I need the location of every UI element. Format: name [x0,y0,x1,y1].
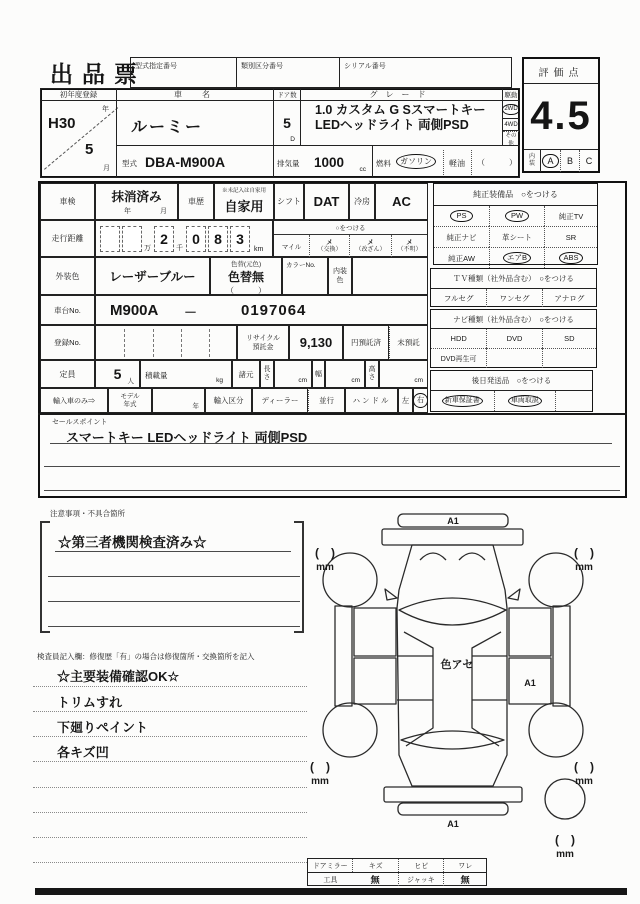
recycle-unpaid-label: 未預託 [389,325,428,360]
side-damage-code: A1 [524,678,536,688]
history-label: 車歴 [178,183,214,220]
rear-left-wheel [323,703,377,757]
car-damage-diagram [300,500,640,860]
field-serial-no [339,57,512,88]
inspector-label: 検査員記入欄：修復歴「有」の場合は修復箇所・交換箇所を記入 [37,652,255,661]
color-change-cell [210,257,282,295]
rear-bumper [398,803,508,815]
break-header: ワレ [443,859,486,872]
left-mirror [385,589,397,600]
car-name: ルーミー [131,119,204,136]
color-change-paren: （ ） [226,286,266,295]
equip-airbag: エアB [489,247,544,268]
sheet-title: 出品票 [50,61,146,87]
crack-header: ヒビ [398,859,443,872]
divider [209,329,210,357]
digit-box-empty [100,226,120,252]
writing-line [44,490,620,491]
first-reg-cell [40,100,117,178]
digit-box: 3 [230,226,250,252]
navi-type-header: ナビ種類（社外品含む） ○をつける [431,310,596,329]
import-only-label: 輸入車のみ⇒ [40,388,108,413]
tools-label: 工具 [323,876,338,884]
tread-unit: mm [311,776,329,787]
bottom-rule [35,888,627,895]
chassis-no-cell [95,295,428,325]
sales-point-label: セールスポイント [52,419,108,426]
writing-line [44,466,620,467]
drive-2wd: 2WD [502,100,520,119]
model-code-label: 型式 [122,159,137,168]
dotted-line [33,686,307,687]
first-reg-year: H30 [48,115,76,132]
cm-unit: cm [298,377,307,384]
fuel-cell [372,145,520,178]
right-sill-panel [553,606,570,706]
year-unit: 年 [192,403,199,410]
option-meter-exchanged: メ （交換） [309,235,349,257]
tread-unit: mm [575,562,593,573]
tread-unit: mm [575,776,593,787]
inspector-entry: 下廻りペイント [57,720,149,735]
warranty-book-circled: 新車保証書 [431,391,494,411]
width-value-cell [325,360,365,388]
equip-aw: 純正AW [434,247,489,268]
field-label: 型式指定番号 [135,63,177,70]
history-cell [214,183,274,220]
model-year-value-cell [152,388,205,413]
divider [471,150,472,175]
import-parallel: 並行 [308,388,345,413]
sen-unit: 千 [176,245,183,252]
km-unit: km [254,246,264,253]
dotted-line [33,711,307,712]
writing-line [48,576,300,577]
history-value: 自家用 [224,199,264,214]
right-mirror [508,589,520,600]
fuel-label: 燃料 [376,159,391,168]
evaluation-box [522,57,600,173]
shift-label: シフト [274,183,304,220]
navi-type-box [430,309,597,368]
field-label: 類別区分番号 [241,63,283,70]
equip-ps: PS [434,206,489,226]
equip-tv: 純正TV [544,206,597,226]
load-label: 積載量 [145,371,168,380]
mirror-header: ドアミラー [312,862,348,870]
sales-point-text: スマートキー LEDヘッドライト 両側PSD [66,430,308,445]
tv-analog: アナログ [542,289,596,307]
interior-grade-row [524,149,598,171]
handle-label: ハンドル [345,388,398,413]
later-shipping-box [430,370,593,412]
capacity-label: 定員 [40,360,95,388]
tread-paren: ( ) [555,833,575,847]
option-meter-tampered: メ （改ざん） [349,235,391,257]
inspector-entry: 各キズ凹 [57,745,109,760]
tread-paren: ( ) [574,546,594,560]
interior-color-label: 内装色 [328,257,352,295]
drive-header: 駆動 [502,88,520,101]
load-unit: kg [216,377,223,384]
displacement-label: 排気量 [277,159,300,168]
model-year-label: モデル年式 [108,388,152,413]
exterior-color-label: 外装色 [40,257,95,295]
equipment-box [433,183,598,265]
shaken-value: 抹消済み [111,190,162,204]
writing-line [50,443,612,444]
equipment-grid [434,206,597,268]
fuel-paren-close: ） [509,158,517,167]
option-meter-unknown: メ （不明） [391,235,427,257]
aircon-value: AC [375,183,428,220]
meter-flag-cell [273,220,428,257]
doors-cell [273,100,301,146]
dotted-line [33,837,307,838]
grade-cell [300,100,503,146]
dotted-line [33,736,307,737]
spec-label: 諸元 [232,360,260,388]
empty-cell [555,391,592,411]
evaluation-header: 評価点 [524,59,598,84]
equip-pw: PW [489,206,544,226]
drive-other: その他 [503,131,519,145]
tread-paren: ( ) [315,546,335,560]
left-front-door-panel [354,608,396,656]
windshield [399,598,506,625]
chassis-serial: 0197064 [241,302,307,319]
capacity-cell [95,360,140,388]
table-row [308,859,486,873]
rear-right-wheel [529,703,583,757]
field-label: シリアル番号 [344,63,386,70]
recycle-amount: 9,130 [289,325,343,360]
tv-fullseg: フルセグ [443,293,474,303]
length-label: 長さ [260,360,274,388]
interior-grade-c: C [579,150,598,172]
front-damage-code: A1 [447,516,459,526]
interior-grade-a: A [541,150,560,172]
tv-type-header: ＴＶ種類（社外品含む） ○をつける [431,269,596,289]
month-unit: 月 [103,165,110,172]
aircon-label: 冷房 [349,183,375,220]
owner-manual-circled: 車両取説 [494,391,556,411]
center-damage-note: 色アセ [440,659,474,671]
drive-4wd: 4WD [502,118,520,131]
length-value-cell [274,360,312,388]
tv-options [431,289,596,307]
tools-value: 無 [370,875,380,885]
tread-paren: ( ) [310,760,330,774]
empty-cell [542,348,596,368]
displacement-cell [273,145,373,178]
fuel-diesel: 軽油 [449,159,465,168]
front-cowl [382,529,523,545]
load-cell [140,360,232,388]
color-change-label: 色替(元色) [230,261,262,268]
chassis-prefix: M900A [110,302,159,319]
dotted-line [33,761,307,762]
displacement-value: 1000 [314,155,345,170]
import-class-label: 輸入区分 [205,388,252,413]
equip-leather: 革シート [489,226,544,247]
later-shipping-row [431,391,592,411]
first-reg-month: 5 [85,141,94,158]
navi-dvd: DVD [486,329,541,348]
interior-color-value-cell [352,257,428,295]
scratch-header: キズ [352,859,397,872]
first-reg-header: 初年度登録 [40,88,117,101]
notes-label: 注意事項・不具合箇所 [50,509,125,518]
handle-right-circled: 右 [413,388,428,413]
width-label: 幅 [312,360,325,388]
navi-sd: SD [542,329,596,348]
model-code: DBA-M900A [145,154,226,170]
jack-label: ジャッキ [398,873,444,886]
fuel-paren-open: （ [477,158,485,167]
color-change-value: 色替無 [227,270,264,284]
grade-text: 1.0 カスタム G Sスマートキー LEDヘッドライト 両側PSD [315,103,486,132]
jack-value: 無 [443,873,486,886]
registration-no-label: 登録No. [40,325,95,360]
digit-box: 0 [186,226,206,252]
exterior-color-value: レーザーブルー [95,257,210,295]
height-label: 高さ [365,360,379,388]
shaken-label: 車検 [40,183,95,220]
navi-hdd: HDD [450,334,467,343]
equip-navi: 純正ナビ [434,226,489,247]
doors-unit: D [290,136,295,143]
month-unit: 月 [160,208,167,215]
digit-box-thousands: 2 [154,226,174,252]
year-unit: 年 [102,106,109,113]
year-unit: 年 [124,208,131,215]
height-value-cell [379,360,428,388]
bracket-left [40,521,50,633]
meter-options [274,235,427,257]
digit-box: 8 [208,226,228,252]
tv-oneseg: ワンセグ [486,289,541,307]
dotted-line [33,787,307,788]
navi-row2 [431,348,596,368]
equip-sr: SR [544,226,597,247]
mirror-tools-table [307,858,487,886]
shaken-cell [95,183,178,220]
cowl-arc [459,553,485,560]
divider [38,413,627,415]
interior-grade-b: B [560,150,579,172]
registration-no-cell [95,325,237,360]
model-code-cell [116,145,274,178]
notes-line1: ☆第三者機関検査済み☆ [58,535,207,550]
handle-left: 左 [398,388,413,413]
shift-value: DAT [304,183,349,220]
recycle-label: リサイクル預託金 [237,325,289,360]
import-dealer: ディーラー [252,388,308,413]
color-no-cell [282,257,328,295]
history-note: ※未記入は自家用 [221,188,266,194]
later-shipping-header: 後日発送品 ○をつける [431,371,592,391]
grade-header: グレード [300,88,503,101]
rear-damage-code: A1 [447,819,459,829]
chassis-no-label: 車台No. [40,295,95,325]
cm-unit: cm [414,377,423,384]
divider [153,329,154,357]
fuel-gasoline-circled: ガソリン [396,154,436,169]
tread-paren: ( ) [574,760,594,774]
tread-unit: mm [556,849,574,860]
car-name-cell [116,100,274,146]
left-rear-door-panel [354,658,396,704]
recycle-paid-label: 円預託済 [343,325,389,360]
left-sill-panel [335,606,352,706]
inspector-entry: ☆主要装備確認OK☆ [57,669,180,684]
digit-box-empty [122,226,142,252]
inspector-entry: トリムすれ [57,695,123,710]
roof-rail-left [404,632,433,746]
rear-window [401,731,504,749]
dotted-line [33,862,307,863]
right-front-door-panel [509,608,551,656]
displacement-unit: cc [359,166,366,173]
cowl-arc [420,553,446,560]
divider [124,329,125,357]
color-no-label: カラーNo. [286,262,316,269]
mileage-cell [95,220,273,257]
dotted-line [33,812,307,813]
divider [443,150,444,175]
option-mile: マイル [281,243,302,251]
cm-unit: cm [351,377,360,384]
writing-line [48,601,300,602]
navi-options [431,329,596,348]
rear-cowl [384,787,522,802]
chassis-dash: － [184,305,198,320]
evaluation-score: 4.5 [530,94,592,138]
capacity-value: 5 [113,366,122,382]
tv-type-box [430,268,597,307]
mileage-label: 走行距離 [40,220,95,257]
writing-line [48,626,300,627]
capacity-unit: 人 [127,378,134,385]
man-unit: 万 [144,245,151,252]
table-row [308,873,486,886]
equip-abs: ABS [544,247,597,268]
equipment-header: 純正装備品 ○をつける [434,184,597,206]
empty-cell [486,348,541,368]
tread-unit: mm [316,562,334,573]
navi-dvd-playable: DVD再生可 [431,348,486,368]
roof-rail-right [472,632,501,746]
field-model-designation-no [130,57,237,88]
writing-line [55,551,291,552]
name-header: 車 名 [116,88,274,101]
doors-count: 5 [283,115,291,131]
circle-header: ○をつける [274,221,427,235]
doors-header: ドア数 [273,88,301,101]
divider [181,329,182,357]
interior-grade-label: 内装 [524,150,541,172]
field-class-no [236,57,340,88]
